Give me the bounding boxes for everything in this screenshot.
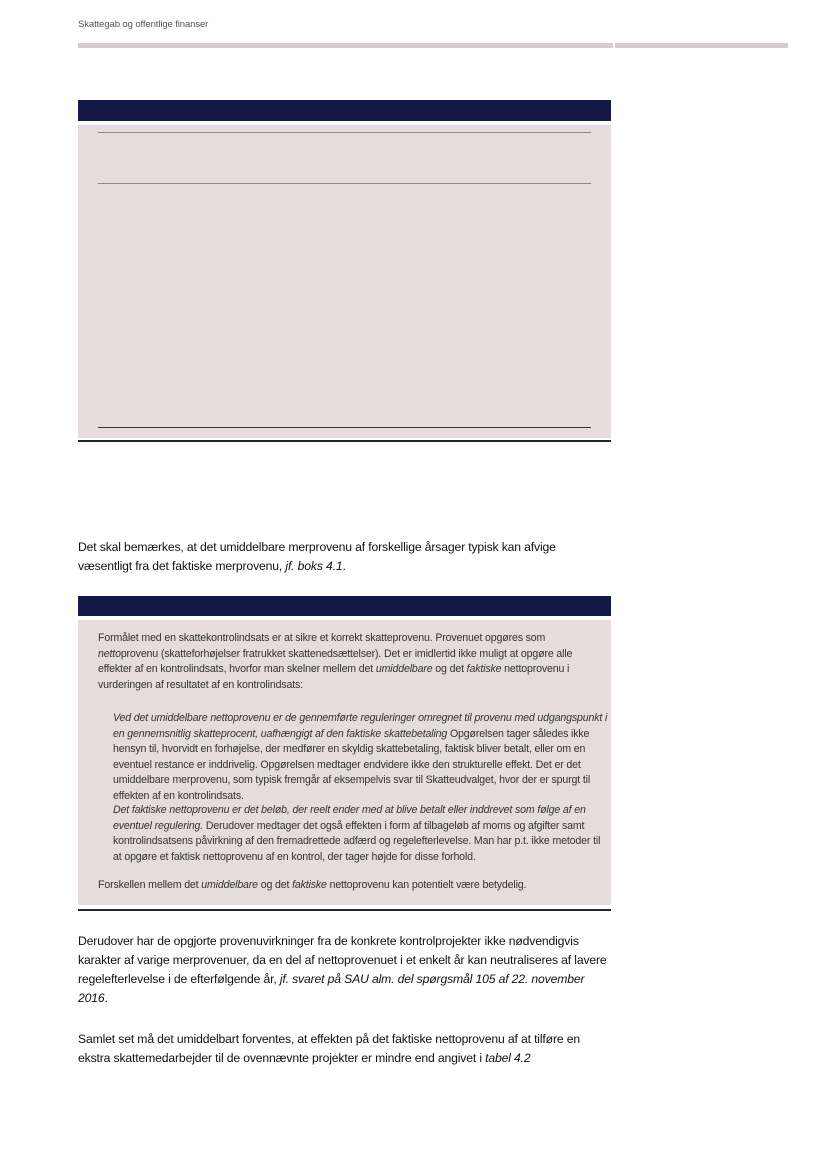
table-title-bar <box>78 100 611 121</box>
paragraph-3-text: Samlet set må det umiddelbart forventes, at effekten på det faktiske nettoprovenu af at tilføre en ekstra skattemedarbejder til de ovennævnte projekter er mindre end angivet i <box>78 1032 580 1065</box>
box-bullet-faktiske <box>113 803 606 865</box>
intro-text: Det skal bemærkes, at det umiddelbare merprovenu af forskellige årsager typisk kan afvige væsentligt fra det faktiske merprovenu, <box>78 540 556 573</box>
box-4-1 <box>78 596 611 912</box>
box-p2-a: Forskellen mellem det <box>98 879 202 891</box>
intro-reference: jf. boks 4.1 <box>285 559 343 573</box>
table-top-rule <box>98 132 591 133</box>
box-p2-e: nettoprovenu kan potentielt være betydelig. <box>326 879 527 891</box>
box-p2-faktiske: faktiske <box>292 879 327 891</box>
box-p1-e: og det <box>432 663 467 675</box>
box-p2-umiddelbare: umiddelbare <box>201 879 258 891</box>
intro-end: . <box>342 559 346 573</box>
paragraph-2-text: Derudover har de opgjorte provenuvirkninger fra de konkrete kontrolprojekter ikke nødvendigvis karakter af varige merprovenuer, da en del af nettoprovenuet i et enkelt år kan neutraliseres af lavere regelefterlevelse i de efterfølgende år, <box>78 934 607 986</box>
table-panel <box>78 125 611 438</box>
bullet-1-text: Opgørelsen tager således ikke hensyn til, hvorvidt en forhøjelse, der medfører en skyldig skattebetaling, faktisk bliver betalt, eller om en eventuel restance er inddrivelig. Opgørelsen medtager endvidere ikke den strukturelle effekt. Det er det umiddelbare merprovenu, som typisk fremgår af eksempelvis svar til Skatteudvalget, hvor der er spurgt til effekten af en kontrolindsats. <box>113 727 591 802</box>
box-intro-paragraph <box>98 631 595 693</box>
bullet-1-lead: Ved det umiddelbare nettoprovenu er de gennemførte reguleringer omregnet til provenu med udgangspunkt i en gennemsnitlig skatteprocent, uafhængigt af den faktiske skattebetaling <box>113 712 608 740</box>
table-4-2-box <box>78 100 611 443</box>
header-rule <box>78 43 788 48</box>
header-rule-tick <box>613 43 615 48</box>
box-bottom-border <box>78 909 611 911</box>
box-p1-netto: netto <box>98 647 121 660</box>
paragraph-derudover <box>78 932 611 1008</box>
table-bottom-rule <box>98 427 591 428</box>
box-p2-c: og det <box>257 879 293 891</box>
box-p1-umiddelbare: umiddelbare <box>375 663 433 675</box>
bullet-2-text: Derudover medtager det også effekten i form af tilbageløb af moms og afgifter samt kontrolindsatsens påvirkning af den fremadrettede adfærd og regelefterlevelse. Man har p.t. ikke metoder til at opgøre et faktisk nettoprovenu af en kontrol, der tager højde for disse forhold. <box>113 819 601 863</box>
running-header: Skattegab og offentlige finanser <box>78 19 209 30</box>
table-header-rule <box>98 183 591 184</box>
box-bullet-umiddelbare <box>113 711 611 804</box>
paragraph-3-reference: tabel 4.2 <box>485 1051 531 1065</box>
paragraph-samlet <box>78 1030 611 1068</box>
box-title-bar <box>78 596 611 616</box>
intro-paragraph <box>78 538 611 576</box>
box-p1-a: Formålet med en skattekontrolindsats er at sikre et korrekt skatteprovenu. Provenuet opgøres som <box>98 632 546 644</box>
box-p1-c: provenu (skatteforhøjelser fratrukket skattenedsættelser). Det er imidlertid ikke muligt at opgøre alle effekter af en kontrolindsats, hvorfor man skelner mellem det <box>98 647 573 675</box>
box-closing-paragraph <box>98 878 595 894</box>
box-panel <box>78 620 611 905</box>
table-bottom-border <box>78 440 611 442</box>
bullet-2-lead: Det faktiske nettoprovenu er det beløb, der reelt ender med at blive betalt eller inddrevet som følge af en eventuel regulering. <box>113 804 586 832</box>
paragraph-2-reference: jf. svaret på SAU alm. del spørgsmål 105 af 22. november 2016 <box>78 972 585 1005</box>
paragraph-2-end: . <box>104 991 108 1005</box>
box-p1-faktiske: faktiske <box>466 663 502 675</box>
box-p1-g: nettoprovenu i vurderingen af resultatet af en kontrolindsats: <box>98 663 570 691</box>
